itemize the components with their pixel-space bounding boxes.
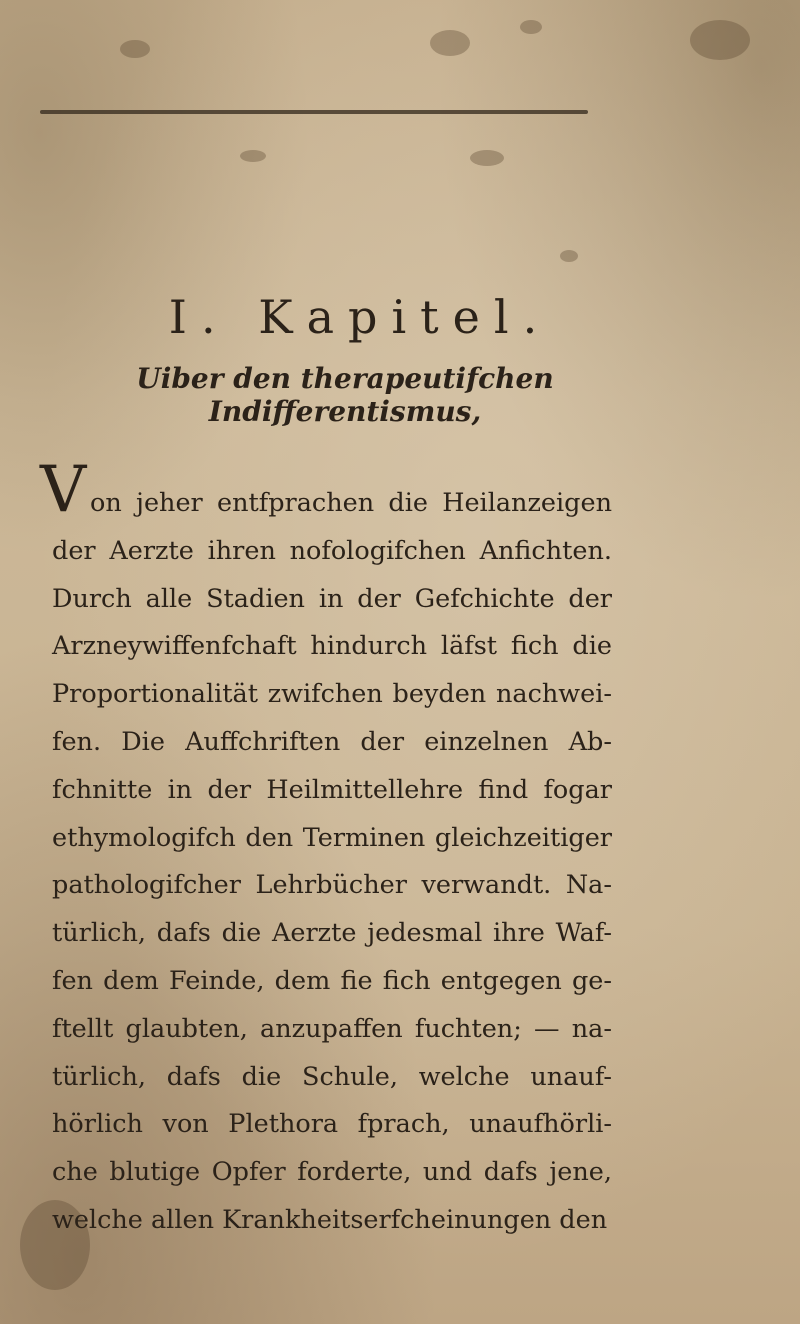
chapter-subtitle: Uiber den therapeutifchen Indifferentismus, — [136, 362, 554, 428]
text-line: fen. Die Auffchriften der einzelnen Ab- — [52, 726, 612, 757]
header-rule — [40, 110, 588, 114]
text-line: türlich, dafs die Aerzte jedesmal ihre Waf- — [52, 918, 612, 949]
text-line: Arzneywiffenfchaft hindurch läfst fich die — [52, 631, 612, 662]
text-line: fen dem Feinde, dem fie fich entgegen ge- — [52, 965, 612, 996]
text-line: türlich, dafs die Schule, welche unauf- — [52, 1061, 612, 1092]
chapter-title: I. Kapitel. — [168, 290, 552, 344]
drop-cap: V — [40, 453, 87, 527]
text-line: Proportionalität zwifchen beyden nachwei- — [52, 679, 612, 710]
text-line: ftellt glaubten, anzupaffen fuchten; — na- — [52, 1013, 612, 1044]
text-line: ethymologifch den Terminen gleichzeitiger — [52, 822, 612, 853]
text-line: hörlich von Plethora fprach, unaufhörli- — [52, 1109, 612, 1140]
text-line: pathologifcher Lehrbücher verwandt. Na- — [52, 870, 612, 901]
body-paragraph — [40, 453, 612, 1245]
text-line: V on jeher entfprachen die Heilanzeigen — [40, 453, 612, 527]
text-line: der Aerztе ihren nofologifchen Anfichten. — [52, 535, 612, 566]
text-line: fchnitte in der Heilmittellehre find fogar — [52, 774, 612, 805]
text-line: welche allen Krankheitserfcheinungen den — [52, 1204, 608, 1235]
text-line: che blutige Opfer forderte, und dafs jene, — [52, 1157, 612, 1188]
text-line: Durch alle Stadien in der Gefchichte der — [52, 583, 612, 614]
